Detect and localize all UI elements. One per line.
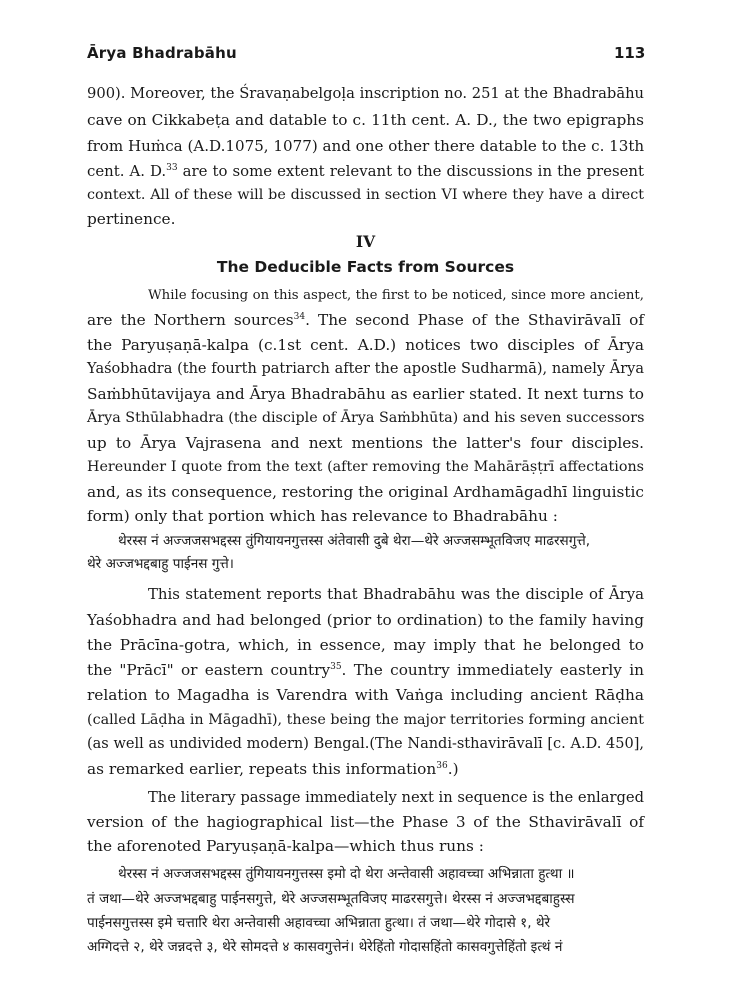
quote2-line-2: तं जथा—थेरे अज्जभद्दबाहु पाईनसगुत्ते, थेरे अज्जसम्भूतविजए माढरसगुत्ते। थेरस्स नं अज्जभद्दबाहुस्स xyxy=(87,891,575,907)
para2-line-3: the Paryuṣaṇā-kalpa (c.1st cent. A.D.) notices two disciples of Ārya xyxy=(87,336,644,354)
para2-line-9: and, as its consequence, restoring the original Ardhamāgadhī linguistic xyxy=(87,483,644,501)
para4-line-1: The literary passage immediately next in sequence is the enlarged xyxy=(148,789,644,806)
para2-line-1: While focusing on this aspect, the first to be noticed, since more ancient, xyxy=(148,288,644,303)
para1-line-6: pertinence. xyxy=(87,210,176,228)
para3-line-4: the "Prācī" or eastern country$^{35}$. The country immediately easterly in xyxy=(87,661,645,679)
para1-line-2: cave on Cikkabeṭa and datable to c. 11th cent. A. D., the two epigraphs xyxy=(87,111,644,129)
para3-line-1: This statement reports that Bhadrabāhu was the disciple of Ārya xyxy=(148,585,644,603)
para2-line-8: Hereunder I quote from the text (after removing the Mahārāṣṭrī affectations xyxy=(87,459,644,475)
para3-line-6: (called Lāḍha in Māgadhī), these being the major territories forming ancient xyxy=(87,712,644,728)
para4-line-3: the aforenoted Paryuṣaṇā-kalpa—which thus runs : xyxy=(87,837,484,855)
para1-line-5: context. All of these will be discussed in section VI where they have a direct xyxy=(87,187,644,203)
quote1-line-2: थेरे अज्जभद्दबाहु पाईनस गुत्ते। xyxy=(87,556,234,572)
quote2-line-4: अग्गिदत्ते २, थेरे जन्नदत्ते ३, थेरे सोमदत्ते ४ कासवगुत्तेनं। थेरेहिंतो गोदासहिंतो कासवगुत्तेहिंतो इत्थं नं xyxy=(87,939,563,955)
para2-line-5: Saṁbhūtavijaya and Ārya Bhadrabāhu as earlier stated. It next turns to xyxy=(87,385,644,403)
section-title: The Deducible Facts from Sources xyxy=(216,258,515,276)
para2-line-6: Ārya Sthūlabhadra (the disciple of Ārya Saṁbhūta) and his seven successors xyxy=(87,410,645,426)
para3-line-8: as remarked earlier, repeats this information$^{36}$.) xyxy=(87,760,459,778)
para4-line-2: version of the hagiographical list—the Phase 3 of the Sthavirāvalī of xyxy=(87,813,644,831)
section-number: IV xyxy=(355,232,376,251)
para3-line-3: the Prācīna-gotra, which, in essence, may imply that he belonged to xyxy=(87,636,644,654)
para2-line-4: Yaśobhadra (the fourth patriarch after the apostle Sudharmā), namely Ārya xyxy=(87,361,644,377)
quote1-line-1: थेरस्स नं अज्जजसभद्दस्स तुंगियायनगुत्तस्स अंतेवासी दुबे थेरा—थेरे अज्जसम्भूतविजए माढरसगुत्ते, xyxy=(118,533,591,549)
para2-line-7: up to Ārya Vajrasena and next mentions the latter's four disciples. xyxy=(87,434,644,452)
para3-line-5: relation to Magadha is Varendra with Vaṅga including ancient Rāḍha xyxy=(87,686,644,704)
para2-line-10: form) only that portion which has relevance to Bhadrabāhu : xyxy=(87,507,558,525)
para3-line-2: Yaśobhadra and had belonged (prior to ordination) to the family having xyxy=(87,611,644,629)
para1-line-1: 900). Moreover, the Śravaṇabelgoḷa inscription no. 251 at the Bhadrabāhu xyxy=(87,85,644,102)
page-number: 113 xyxy=(614,44,646,62)
quote2-line-3: पाईनसगुत्तस्स इमे चत्तारि थेरा अन्तेवासी अहावच्चा अभिन्नाता हुत्था। तं जथा—थेरे गोदासे १, थेरे xyxy=(87,915,551,931)
para3-line-7: (as well as undivided modern) Bengal.(The Nandi-sthavirāvalī [c. A.D. 450], xyxy=(87,736,644,752)
para1-line-4: cent. A. D.$^{33}$ are to some extent relevant to the discussions in the present xyxy=(87,162,644,180)
para2-line-2: are the Northern sources$^{34}$. The second Phase of the Sthavirāvalī of xyxy=(87,311,644,329)
quote2-line-1: थेरस्स नं अज्जजसभद्दस्स तुंगियायनगुत्तस्स इमो दो थेरा अन्तेवासी अहावच्चा अभिन्नाता हुत्था ॥ xyxy=(118,866,575,882)
para1-line-3: from Huṁca (A.D.1075, 1077) and one other there datable to the c. 13th xyxy=(87,137,645,155)
running-title: Ārya Bhadrabāhu xyxy=(87,44,237,62)
